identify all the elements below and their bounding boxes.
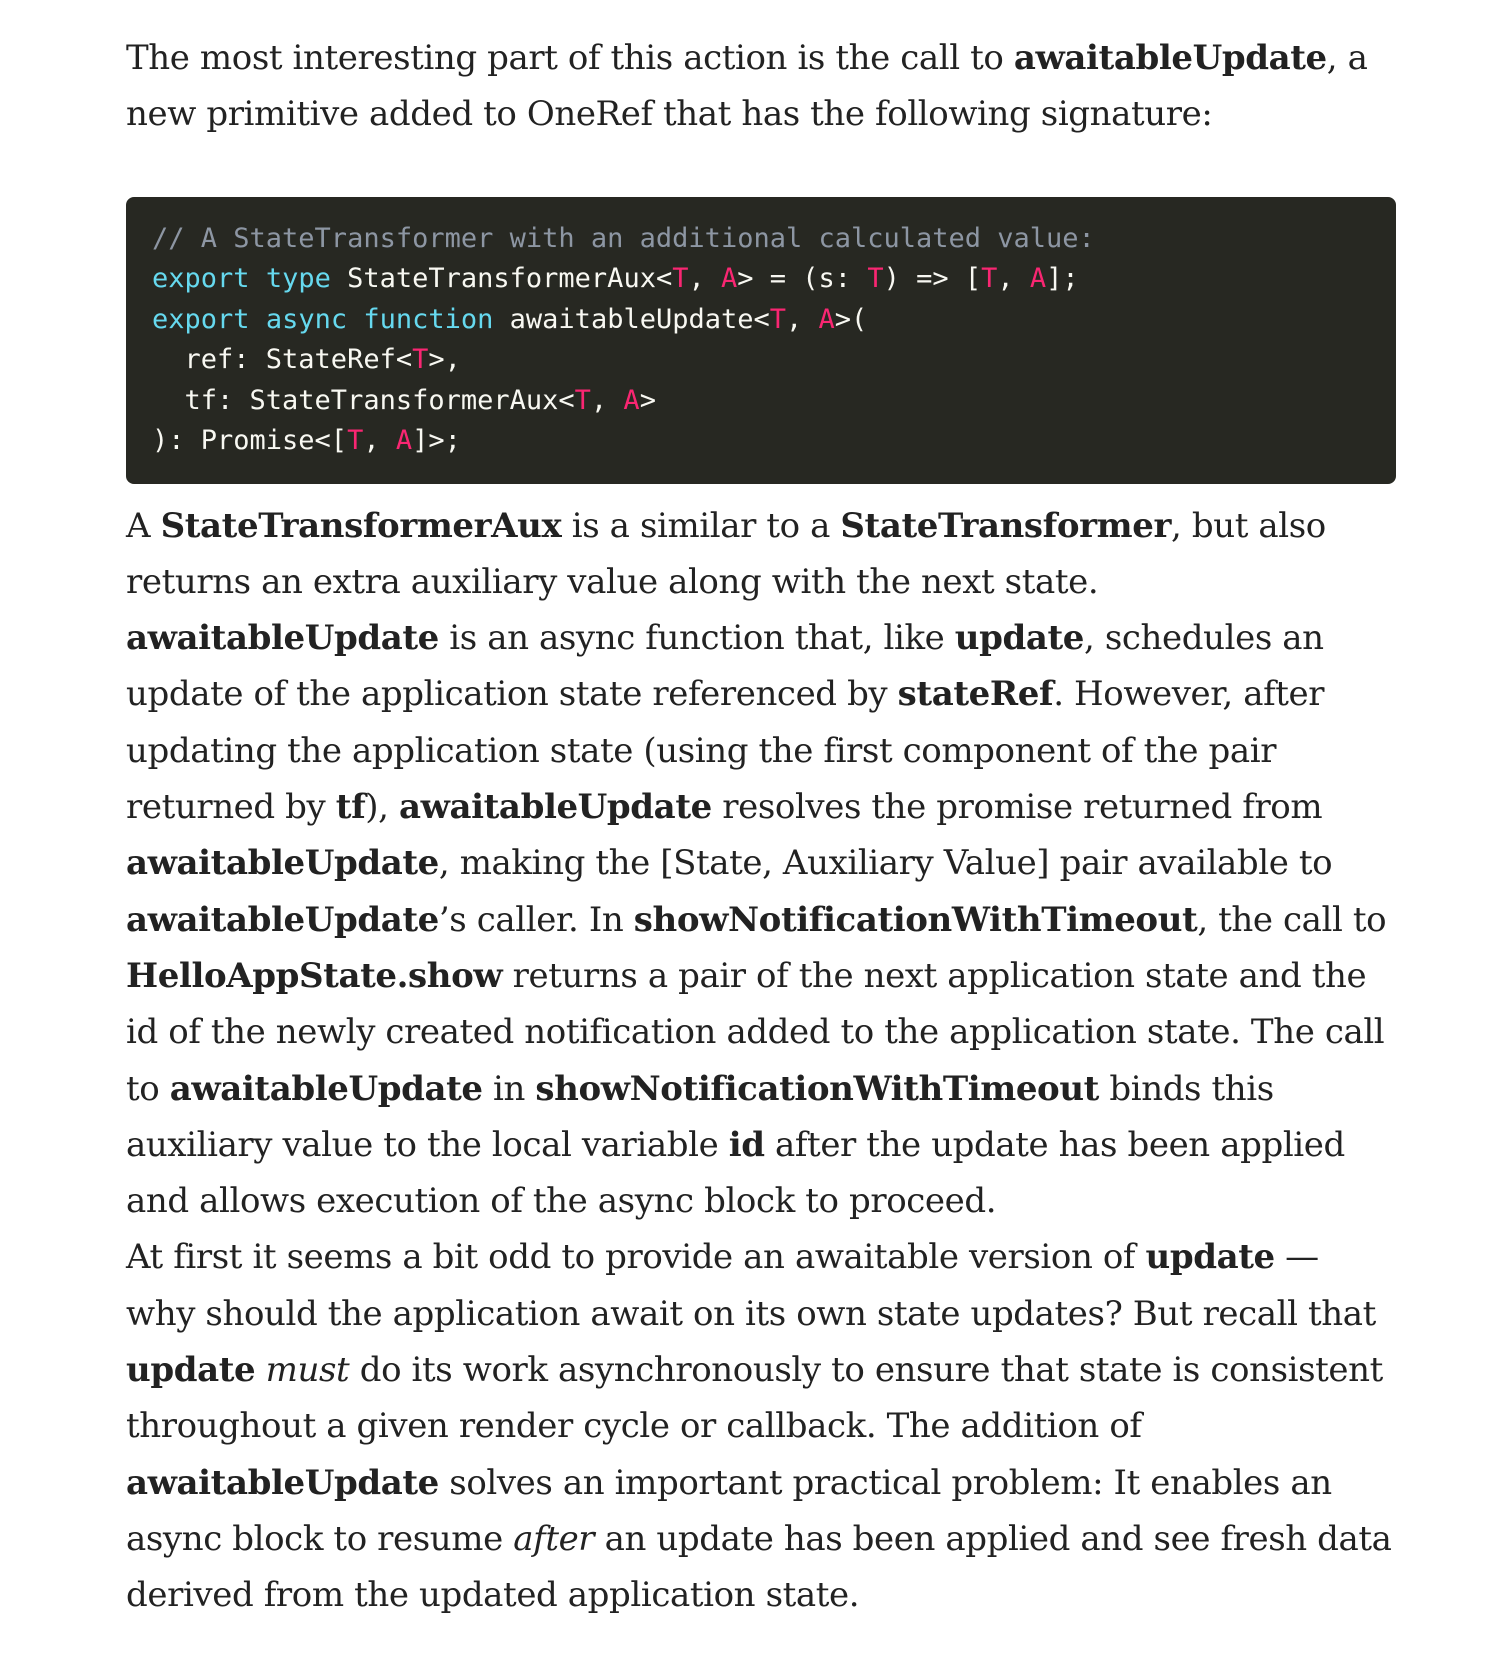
- code-token-type: A: [818, 303, 835, 335]
- text-run: is a similar to a: [561, 505, 841, 546]
- text-run: A: [126, 505, 161, 546]
- bold-term: id: [728, 1124, 765, 1165]
- code-token-keyword: export: [152, 303, 250, 335]
- code-line: [152, 381, 1372, 422]
- bold-term: awaitableUpdate: [169, 1068, 483, 1109]
- code-line: [152, 259, 1372, 300]
- code-token-plain: >: [639, 384, 656, 416]
- bold-term: awaitableUpdate: [398, 787, 712, 828]
- code-token-plain: ,: [363, 425, 396, 457]
- bold-term: update: [954, 618, 1085, 659]
- code-token-plain: awaitableUpdate<: [493, 303, 770, 335]
- bold-term: awaitableUpdate: [126, 899, 439, 940]
- text-run: do its work asynchronously to ensure that state is consistent throughout a given render cycle or callback. The addition of: [126, 1350, 1383, 1447]
- bold-term: awaitableUpdate: [1013, 38, 1327, 78]
- code-token-comment: // A StateTransformer with an additional calculated value:: [152, 222, 1095, 254]
- text-run: after the update has been applied and allows execution of the async block to proceed.: [126, 1124, 1345, 1222]
- code-token-type: A: [721, 263, 738, 295]
- code-token-keyword: async: [265, 303, 348, 335]
- text-run: solves an important practical problem: It enables an async block to resume: [126, 1462, 1332, 1559]
- code-token-plain: ) => [: [883, 263, 982, 295]
- bold-term: awaitableUpdate: [126, 1462, 439, 1503]
- code-token-plain: >,: [428, 344, 461, 376]
- code-token-keyword: export: [152, 263, 250, 295]
- code-token-plain: ): Promise<[: [152, 425, 348, 457]
- explanation-paragraph: [126, 498, 1396, 1230]
- code-token-type: T: [574, 384, 591, 416]
- bold-term: awaitableUpdate: [126, 618, 439, 659]
- code-token-plain: [250, 263, 266, 294]
- text-run: At first it seems a bit odd to provide an awaitable version of: [126, 1237, 1146, 1278]
- code-token-plain: ref: StateRef<: [152, 344, 413, 376]
- text-run: an update has been applied and see fresh data derived from the updated application state.: [126, 1518, 1392, 1616]
- text-run: — why should the application await on its own state updates? But recall that: [126, 1237, 1376, 1334]
- code-line: [152, 340, 1372, 381]
- text-run: returns a pair of the next application state and the id of the newly created notification added to the application state. The call to: [126, 955, 1385, 1109]
- text-run: . However, after updating the application state (using the first component of the pair returned by: [126, 674, 1325, 828]
- text-run: binds this auxiliary value to the local variable: [126, 1068, 1274, 1165]
- bold-term: StateTransformerAux: [160, 505, 562, 546]
- text-run: ),: [365, 787, 399, 828]
- text-run: The most interesting part of this action is the call to: [126, 38, 1014, 78]
- bold-term: HelloAppState.show: [126, 955, 503, 996]
- code-token-type: T: [412, 344, 429, 376]
- code-line: [152, 300, 1372, 341]
- text-run: [255, 1350, 265, 1390]
- code-token-type: T: [769, 303, 787, 335]
- code-token-plain: ,: [997, 263, 1030, 295]
- code-token-plain: ]>;: [412, 425, 461, 457]
- article-body: [126, 30, 1396, 1680]
- bold-term: update: [1145, 1237, 1275, 1278]
- text-run: , the call to: [1197, 899, 1387, 940]
- text-run: , schedules an update of the application state referenced by: [126, 618, 1324, 715]
- code-token-plain: >(: [834, 303, 868, 335]
- bold-term: stateRef: [897, 674, 1054, 715]
- code-line: [152, 219, 1372, 260]
- bold-term: showNotificationWithTimeout: [535, 1068, 1099, 1109]
- code-token-type: T: [867, 263, 884, 295]
- code-token-plain: ];: [1046, 263, 1079, 295]
- code-block: [126, 197, 1396, 484]
- bold-term: awaitableUpdate: [126, 843, 439, 884]
- code-token-plain: > = (s:: [737, 263, 868, 295]
- code-token-plain: ,: [688, 263, 721, 295]
- emphasis-text: after: [513, 1518, 595, 1559]
- code-token-plain: ,: [590, 384, 624, 416]
- code-token-type: T: [347, 425, 364, 457]
- code-token-keyword: type: [265, 263, 331, 295]
- code-token-type: T: [672, 263, 689, 295]
- text-run: in: [482, 1068, 536, 1109]
- code-token-keyword: function: [363, 303, 494, 335]
- bold-term: update: [126, 1350, 256, 1391]
- bold-term: StateTransformer: [840, 505, 1172, 546]
- code-token-plain: ,: [786, 303, 819, 335]
- code-token-plain: [347, 304, 363, 335]
- code-token-type: A: [395, 425, 413, 457]
- code-token-type: T: [981, 263, 998, 295]
- code-line: [152, 421, 1372, 462]
- text-run: is an async function that, like: [438, 618, 955, 659]
- intro-paragraph: [126, 30, 1396, 143]
- text-run: ’s caller. In: [438, 899, 634, 940]
- text-run: resolves the promise returned from: [711, 787, 1323, 828]
- code-token-plain: [250, 304, 266, 335]
- text-run: , but also returns an extra auxiliary value along with the next state.: [126, 505, 1326, 602]
- code-token-plain: tf: StateTransformerAux<: [152, 384, 575, 416]
- text-run: , a new primitive added to OneRef that has the following signature:: [126, 38, 1368, 135]
- code-token-plain: StateTransformerAux<: [330, 263, 673, 295]
- bold-term: tf: [335, 787, 366, 828]
- emphasis-text: must: [265, 1350, 350, 1391]
- code-token-type: A: [623, 384, 640, 416]
- code-token-type: A: [1029, 263, 1047, 295]
- bold-term: showNotificationWithTimeout: [633, 899, 1198, 940]
- rationale-paragraph: [126, 1229, 1396, 1623]
- text-run: , making the [State, Auxiliary Value] pair available to: [438, 843, 1333, 884]
